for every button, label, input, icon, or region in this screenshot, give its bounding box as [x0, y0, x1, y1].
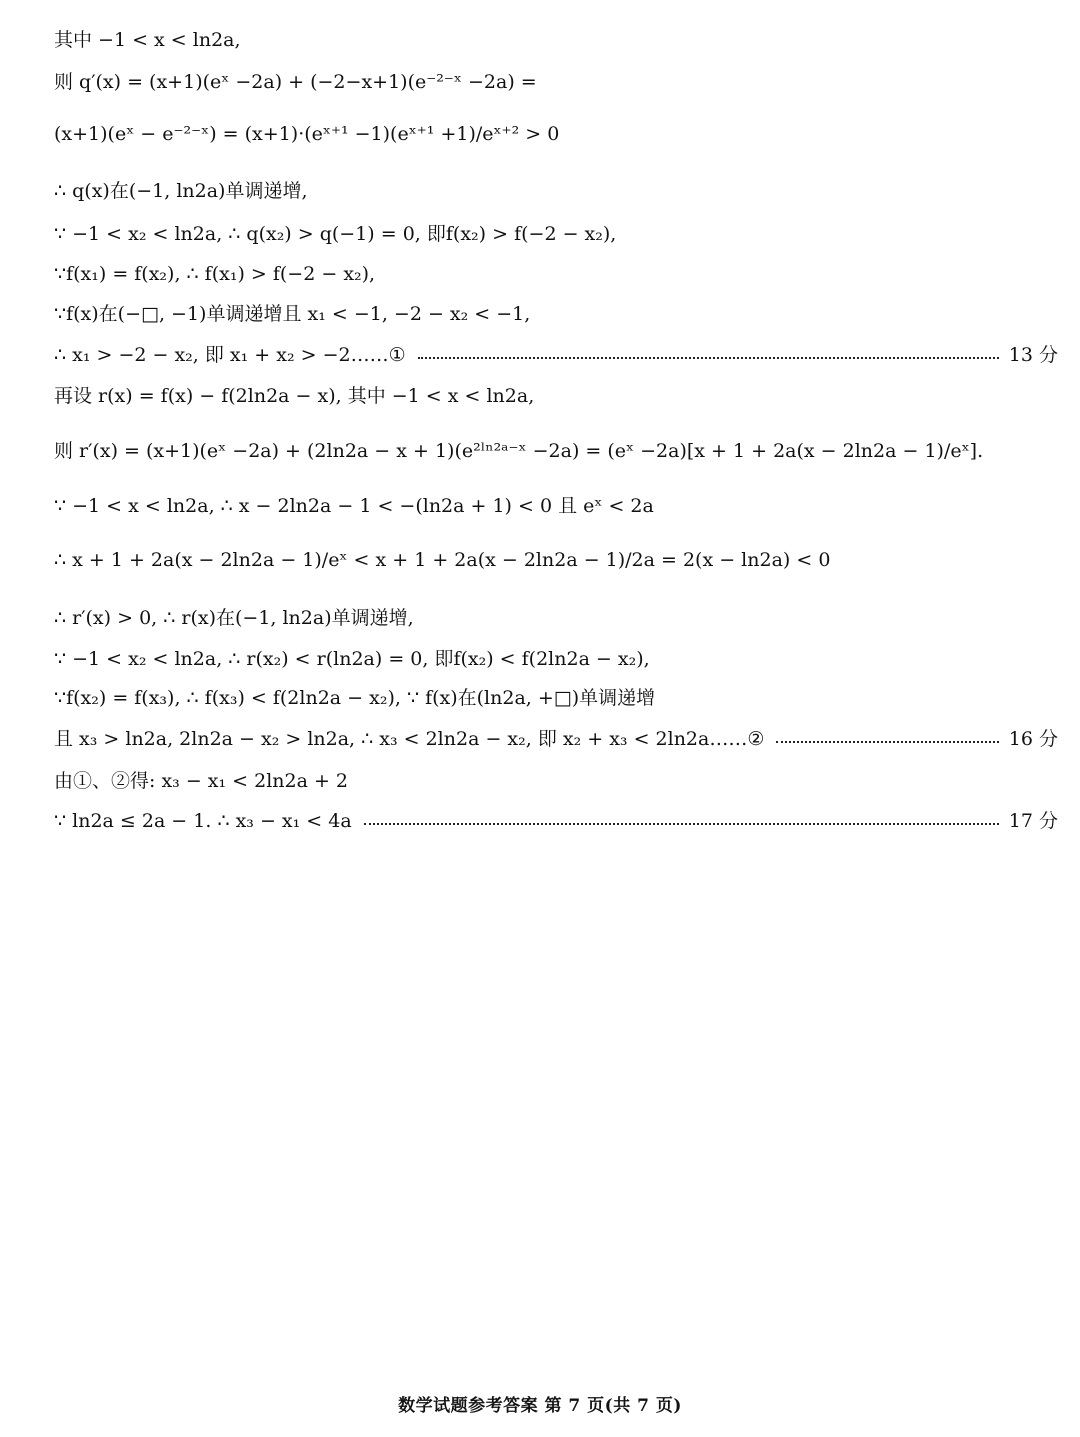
line-text: 则 q′(x) = (x+1)(eˣ −2a) + (−2−x+1)(e⁻²⁻ˣ −2a) =: [54, 71, 537, 93]
dot-leader: [776, 741, 998, 743]
line-text: ∴ x + 1 + 2a(x − 2ln2a − 1)/eˣ < x + 1 + 2a(x − 2ln2a − 1)/2a = 2(x − ln2a) < 0: [54, 549, 831, 571]
line-text: (x+1)(eˣ − e⁻²⁻ˣ) = (x+1)·(eˣ⁺¹ −1)(eˣ⁺¹ +1)/eˣ⁺² > 0: [54, 123, 560, 145]
line-text: ∴ q(x)在(−1, ln2a)单调递增,: [54, 180, 308, 202]
solution-line: [54, 260, 1058, 288]
solution-line: [54, 725, 1058, 753]
line-text: 再设 r(x) = f(x) − f(2ln2a − x), 其中 −1 < x < ln2a,: [54, 385, 535, 407]
score-label: 17 分: [1008, 810, 1058, 832]
line-text: 其中 −1 < x < ln2a,: [54, 29, 241, 51]
dot-leader: [364, 823, 999, 825]
page-footer: 数学试题参考答案 第 7 页(共 7 页): [398, 1396, 682, 1416]
dot-leader: [418, 357, 999, 359]
solution-line: [54, 645, 1058, 673]
line-text: ∵f(x₂) = f(x₃), ∴ f(x₃) < f(2ln2a − x₂), ∵ f(x)在(ln2a, +□)单调递增: [54, 687, 656, 709]
line-text: ∵f(x₁) = f(x₂), ∴ f(x₁) > f(−2 − x₂),: [54, 263, 376, 285]
solution-line: [54, 341, 1058, 369]
line-text: ∵ −1 < x < ln2a, ∴ x − 2ln2a − 1 < −(ln2a + 1) < 0 且 eˣ < 2a: [54, 495, 654, 517]
score-label: 16 分: [1008, 728, 1058, 750]
solution-line: [54, 120, 1058, 148]
line-text: 则 r′(x) = (x+1)(eˣ −2a) + (2ln2a − x + 1)(e²ˡⁿ²ᵃ⁻ˣ −2a) = (eˣ −2a)[x + 1 + 2a(x − 2ln2a − 1)/eˣ].: [54, 440, 984, 462]
solution-line: [54, 437, 1058, 465]
solution-line: [54, 492, 1058, 520]
score-label: 13 分: [1008, 344, 1058, 366]
solution-line: [54, 300, 1058, 328]
solution-line: [54, 767, 1058, 795]
solution-line: [54, 684, 1058, 712]
solution-line: [54, 546, 1058, 574]
solution-line: [54, 177, 1058, 205]
line-text: ∵ −1 < x₂ < ln2a, ∴ r(x₂) < r(ln2a) = 0, 即f(x₂) < f(2ln2a − x₂),: [54, 648, 650, 670]
line-text: ∵ ln2a ≤ 2a − 1. ∴ x₃ − x₁ < 4a: [54, 810, 352, 832]
line-text: ∵f(x)在(−□, −1)单调递增且 x₁ < −1, −2 − x₂ < −1,: [54, 303, 531, 325]
line-text: 由①、②得: x₃ − x₁ < 2ln2a + 2: [54, 770, 349, 792]
solution-line: [54, 26, 1058, 54]
solution-line: [54, 604, 1058, 632]
line-text: ∴ r′(x) > 0, ∴ r(x)在(−1, ln2a)单调递增,: [54, 607, 414, 629]
line-text: ∴ x₁ > −2 − x₂, 即 x₁ + x₂ > −2……①: [54, 344, 406, 366]
solution-line: [54, 68, 1058, 96]
solution-line: [54, 807, 1058, 835]
line-text: ∵ −1 < x₂ < ln2a, ∴ q(x₂) > q(−1) = 0, 即f(x₂) > f(−2 − x₂),: [54, 223, 617, 245]
solution-line: [54, 382, 1058, 410]
line-text: 且 x₃ > ln2a, 2ln2a − x₂ > ln2a, ∴ x₃ < 2ln2a − x₂, 即 x₂ + x₃ < 2ln2a……②: [54, 728, 765, 750]
solution-line: [54, 220, 1058, 248]
